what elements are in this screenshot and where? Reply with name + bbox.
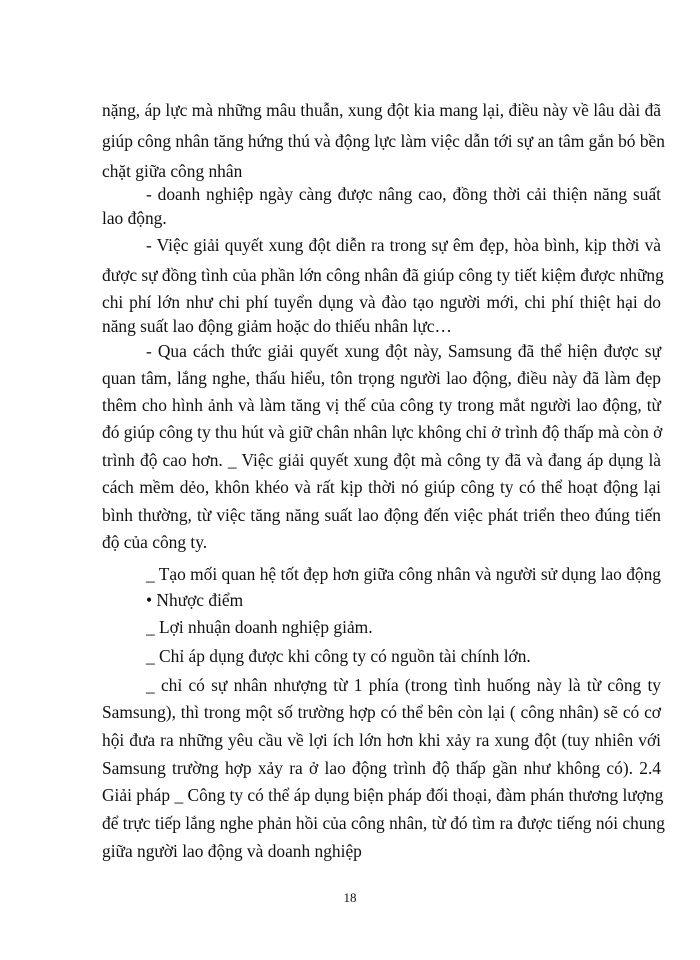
- body-text-line: thêm cho hình ảnh và làm tăng vị thế của công ty trong mắt người lao động, từ: [102, 395, 661, 415]
- body-text-line: giữa người lao động và doanh nghiệp: [102, 841, 362, 861]
- body-text-line: • Nhược điểm: [146, 590, 244, 610]
- body-text-line: _ Tạo mối quan hệ tốt đẹp hơn giữa công nhân và người sử dụng lao động: [146, 564, 661, 584]
- body-text-line: Samsung), thì trong một số trường hợp có thể bên còn lại ( công nhân) sẽ có cơ: [102, 702, 661, 722]
- body-text-line: năng suất lao động giảm hoặc do thiếu nhân lực…: [102, 316, 452, 336]
- body-text-line: Samsung trường hợp xảy ra ở lao động trình độ thấp gần như không có). 2.4: [102, 758, 661, 778]
- body-text-line: _ Lợi nhuận doanh nghiệp giảm.: [146, 617, 373, 637]
- body-text-line: - doanh nghiệp ngày càng được nâng cao, đồng thời cải thiện năng suất: [146, 184, 661, 204]
- body-text-line: _ chỉ có sự nhân nhượng từ 1 phía (trong tình huống này là từ công ty: [146, 675, 661, 695]
- body-text-line: nặng, áp lực mà những mâu thuẫn, xung đột kia mang lại, điều này về lâu dài đã: [102, 100, 661, 120]
- body-text-line: đó giúp công ty thu hút và giữ chân nhân lực không chỉ ở trình độ thấp mà còn ở: [102, 422, 663, 442]
- body-text-line: được sự đồng tình của phần lớn công nhân đã giúp công ty tiết kiệm được những: [102, 265, 664, 285]
- body-text-line: cách mềm dẻo, khôn khéo và rất kịp thời nó giúp công ty có thể hoạt động lại: [102, 477, 661, 497]
- body-text-line: _ Chỉ áp dụng được khi công ty có nguồn tài chính lớn.: [146, 646, 531, 666]
- body-text-line: Giải pháp _ Công ty có thể áp dụng biện pháp đối thoại, đàm phán thương lượng: [102, 785, 664, 805]
- body-text-line: độ của công ty.: [102, 532, 208, 552]
- body-text-line: bình thường, từ việc tăng năng suất lao động đến việc phát triển theo đúng tiến: [102, 505, 661, 525]
- body-text-line: hội đưa ra những yêu cầu về lợi ích lớn hơn khi xảy ra xung đột (tuy nhiên với: [102, 730, 661, 750]
- body-text-line: - Việc giải quyết xung đột diễn ra trong sự êm đẹp, hòa bình, kịp thời và: [146, 235, 661, 255]
- body-text-line: trình độ cao hơn. _ Việc giải quyết xung đột mà công ty đã và đang áp dụng là: [102, 450, 661, 470]
- body-text-line: chặt giữa công nhân: [102, 161, 243, 181]
- body-text-line: chi phí lớn như chi phí tuyển dụng và đào tạo người mới, chi phí thiệt hại do: [102, 292, 661, 312]
- body-text-line: để trực tiếp lắng nghe phản hồi của công nhân, từ đó tìm ra được tiếng nói chung: [102, 813, 665, 833]
- body-text-line: quan tâm, lắng nghe, thấu hiểu, tôn trọng người lao động, điều này đã làm đẹp: [102, 368, 661, 388]
- page-number: 18: [343, 890, 357, 905]
- body-text-line: - Qua cách thức giải quyết xung đột này, Samsung đã thể hiện được sự: [146, 341, 661, 361]
- body-text-line: lao động.: [102, 208, 167, 228]
- body-text-line: giúp công nhân tăng hứng thú và động lực làm việc dẫn tới sự an tâm gắn bó bền: [102, 131, 665, 151]
